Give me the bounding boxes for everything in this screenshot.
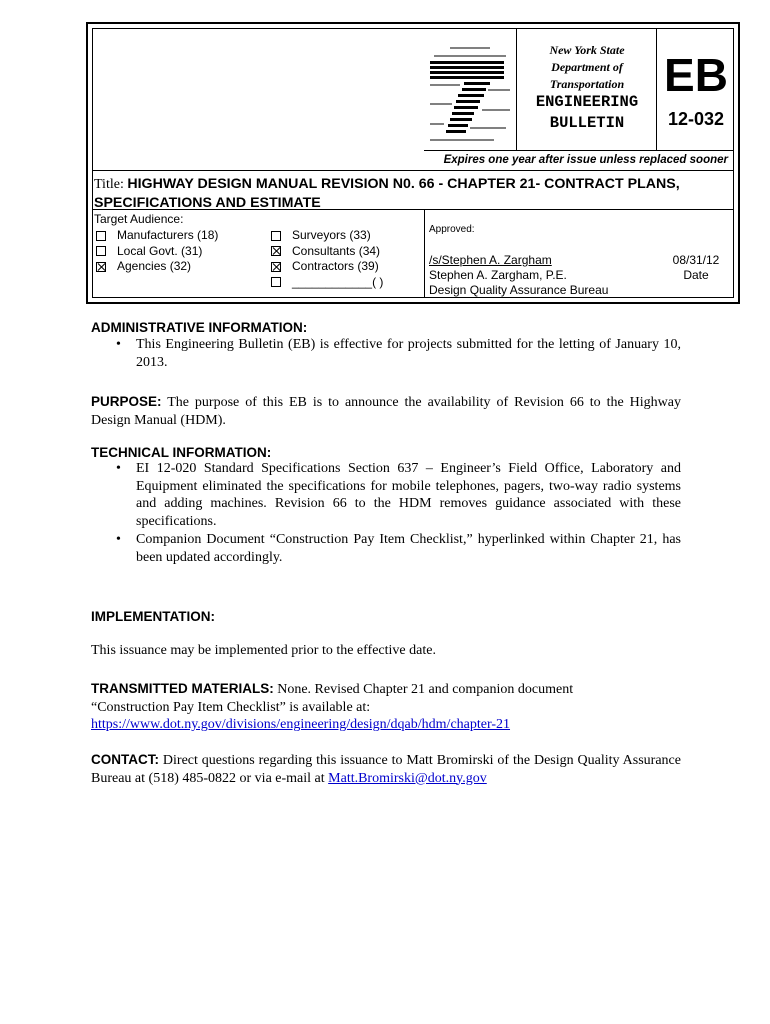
department-name: New York State Department of Transportation	[549, 43, 625, 91]
administrative-heading: ADMINISTRATIVE INFORMATION:	[91, 320, 308, 335]
purpose-text: The purpose of this EB is to announce the availability of Revision 66 to the Highway Design Manual (HDM).	[91, 395, 681, 428]
technical-section	[91, 445, 681, 567]
audience-item: Local Govt. (31)	[96, 244, 218, 260]
audience-column-1	[96, 228, 218, 275]
purpose-section	[91, 393, 681, 429]
transmitted-heading: TRANSMITTED MATERIALS:	[91, 681, 274, 696]
audience-label: Target Audience:	[94, 212, 184, 226]
transmitted-text-2: “Construction Pay Item Checklist” is available at:	[91, 699, 371, 715]
list-item: • This Engineering Bulletin (EB) is effective for projects submitted for the letting of January 10, 2013.	[91, 336, 681, 371]
audience-item: Consultants (34)	[271, 244, 383, 260]
contact-section	[91, 751, 681, 787]
checkbox-checked-icon	[96, 262, 106, 272]
approved-label: Approved:	[429, 224, 475, 235]
technical-heading: TECHNICAL INFORMATION:	[91, 445, 272, 460]
engineering-bulletin-title: ENGINEERING BULLETIN	[535, 93, 639, 132]
audience-item: Contractors (39)	[271, 259, 383, 275]
title-label: Title:	[94, 177, 124, 192]
bulletin-title: HIGHWAY DESIGN MANUAL REVISION N0. 66 - CHAPTER 21- CONTRACT PLANS, SPECIFICATIONS AND ESTIMATE	[94, 176, 680, 211]
target-audience	[92, 210, 424, 298]
implementation-section	[91, 609, 681, 660]
administrative-section	[91, 320, 681, 371]
checkbox-unchecked-icon	[96, 246, 106, 256]
checkbox-unchecked-icon	[271, 277, 281, 287]
checkbox-checked-icon	[271, 262, 281, 272]
audience-item: ____________( )	[271, 275, 383, 291]
bulletin-title-row	[92, 170, 734, 210]
transmitted-text: None. Revised Chapter 21 and companion document	[277, 682, 574, 697]
audience-item: Agencies (32)	[96, 259, 218, 275]
bulletin-code-cell	[656, 28, 734, 150]
contact-email-link[interactable]: Matt.Bromirski@dot.ny.gov	[328, 770, 487, 786]
expiration-note: Expires one year after issue unless replaced sooner	[424, 150, 734, 170]
bulletin-number: 12-032	[667, 109, 725, 129]
audience-item: Surveyors (33)	[271, 228, 383, 244]
signature: /s/Stephen A. Zargham	[429, 253, 552, 267]
list-item: • EI 12-020 Standard Specifications Section 637 – Engineer’s Field Office, Laboratory and Equipment eliminated the specifications for mobile telephones, pagers, two-way radio systems and adding machines. Revision 66 to the HDM removes guidance associated with these specifications.	[91, 460, 681, 530]
audience-column-2	[271, 228, 383, 290]
checkbox-checked-icon	[271, 246, 281, 256]
approval-block	[424, 210, 734, 298]
implementation-text: This issuance may be implemented prior to the effective date.	[91, 643, 436, 658]
technical-list	[91, 460, 681, 567]
checkbox-unchecked-icon	[271, 231, 281, 241]
nysdot-logo-icon	[424, 28, 516, 150]
administrative-list	[91, 336, 681, 371]
signer-department: Design Quality Assurance Bureau	[429, 283, 609, 297]
contact-heading: CONTACT:	[91, 752, 159, 767]
signer-name: Stephen A. Zargham, P.E.	[429, 268, 567, 282]
nysdot-logo	[424, 28, 516, 150]
approval-date-label: Date	[683, 268, 709, 282]
implementation-heading: IMPLEMENTATION:	[91, 609, 215, 624]
approval-date: 08/31/12	[672, 253, 720, 267]
chapter-21-link[interactable]: https://www.dot.ny.gov/divisions/engineering/design/dqab/hdm/chapter-21	[91, 717, 511, 733]
audience-item: Manufacturers (18)	[96, 228, 218, 244]
transmitted-section	[91, 680, 681, 734]
purpose-heading: PURPOSE:	[91, 394, 162, 409]
checkbox-unchecked-icon	[96, 231, 106, 241]
list-item: • Companion Document “Construction Pay Item Checklist,” hyperlinked within Chapter 21, has been updated accordingly.	[91, 531, 681, 566]
contact-text: Direct questions regarding this issuance to Matt Bromirski of the Design Quality Assurance Bureau at (518) 485-0822 or via e-mail at	[91, 753, 681, 786]
department-cell	[516, 28, 656, 150]
bulletin-code: EB	[664, 49, 728, 101]
